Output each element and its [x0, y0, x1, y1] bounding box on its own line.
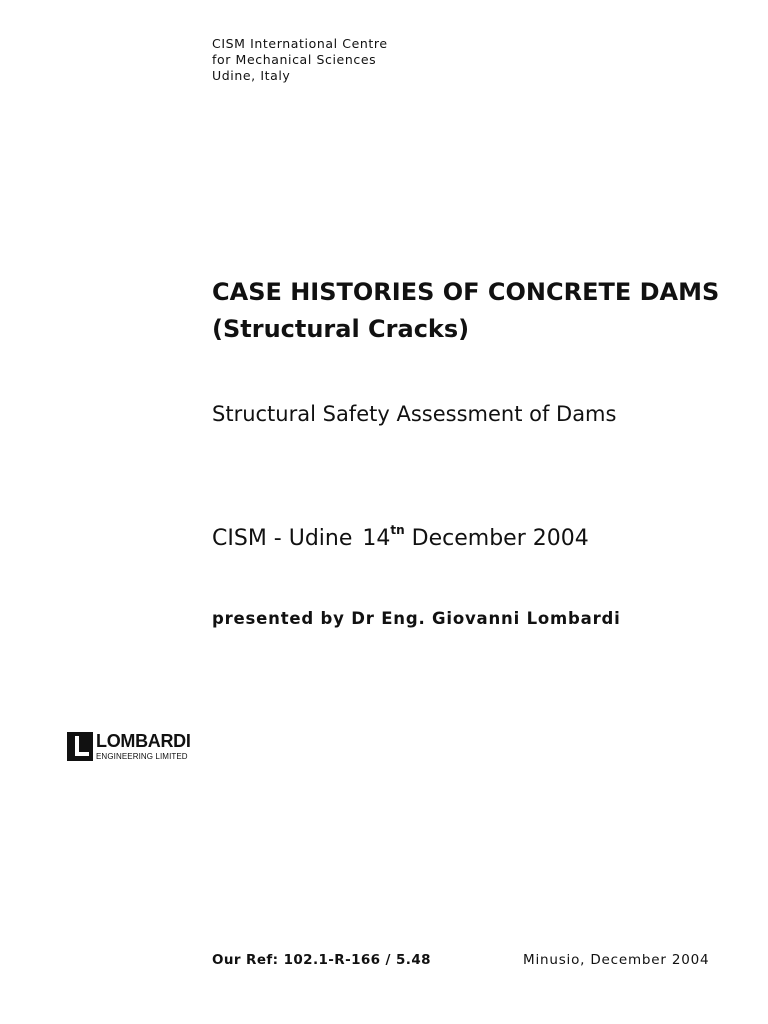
event-day: 14: [362, 526, 391, 551]
event-prefix: CISM - Udine: [212, 526, 353, 551]
institution-line: Udine, Italy: [212, 68, 291, 83]
document-subtitle: Structural Safety Assessment of Dams: [212, 402, 617, 426]
reference-line: Our Ref: 102.1-R-166 / 5.48: [212, 952, 431, 968]
event-month-year: December 2004: [411, 526, 589, 551]
reference-value: 102.1-R-166 / 5.48: [283, 952, 431, 968]
presenter-line: presented by Dr Eng. Giovanni Lombardi: [212, 609, 621, 628]
lombardi-logo-icon: [67, 732, 93, 761]
event-line: [212, 523, 589, 555]
institution-address: [212, 36, 388, 84]
logo-name: LOMBARDI: [96, 731, 191, 751]
reference-label: Our Ref: [212, 952, 273, 968]
institution-line: for Mechanical Sciences: [212, 52, 377, 67]
place-date: Minusio, December 2004: [523, 952, 710, 968]
institution-line: CISM International Centre: [212, 36, 388, 51]
logo-subtitle: ENGINEERING LIMITED: [96, 752, 188, 761]
title-line-2: (Structural Cracks): [212, 315, 470, 343]
event-day-suffix: tn: [390, 523, 405, 537]
document-title: [212, 274, 719, 348]
company-logo: [67, 732, 197, 764]
title-line-1: CASE HISTORIES OF CONCRETE DAMS: [212, 278, 720, 306]
